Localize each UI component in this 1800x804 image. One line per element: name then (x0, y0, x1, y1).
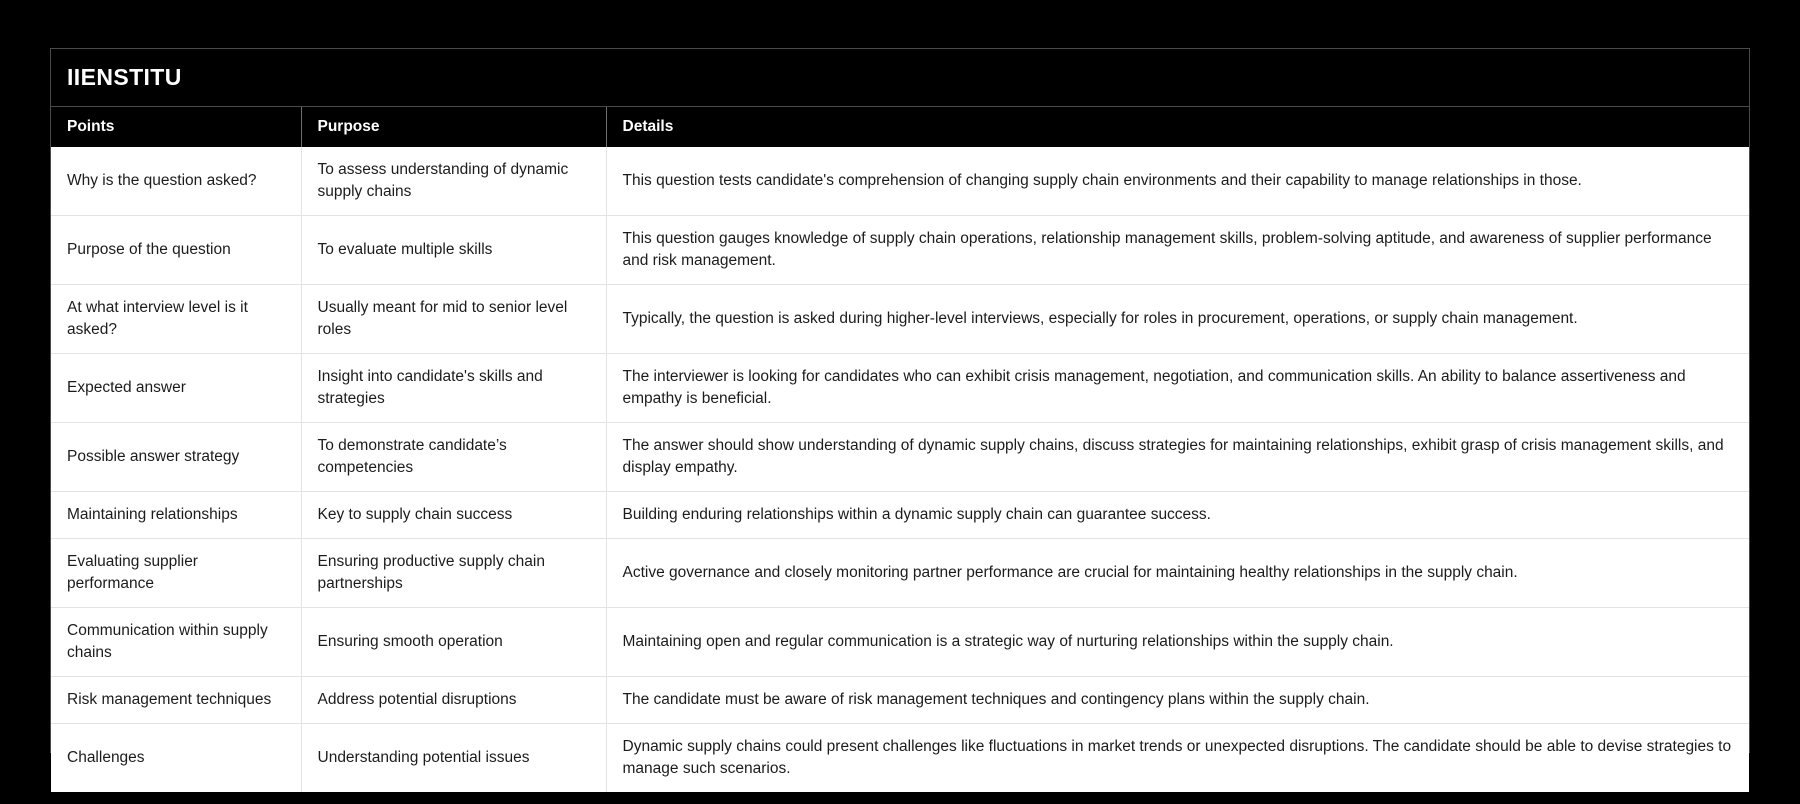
table-cell-points: Purpose of the question (51, 216, 301, 285)
table-cell-details: The candidate must be aware of risk management techniques and contingency plans within the supply chain. (606, 677, 1749, 724)
table-cell-details: This question tests candidate's comprehension of changing supply chain environments and their capability to manage relationships in those. (606, 147, 1749, 216)
table-row (51, 724, 1749, 793)
table-cell-purpose: Usually meant for mid to senior level roles (301, 285, 606, 354)
table-cell-points: Why is the question asked? (51, 147, 301, 216)
table-cell-details: Active governance and closely monitoring partner performance are crucial for maintaining healthy relationships in the supply chain. (606, 539, 1749, 608)
table-cell-details: This question gauges knowledge of supply chain operations, relationship management skills, problem-solving aptitude, and awareness of supplier performance and risk management. (606, 216, 1749, 285)
table-cell-details: The answer should show understanding of dynamic supply chains, discuss strategies for maintaining relationships, exhibit grasp of crisis management skills, and display empathy. (606, 423, 1749, 492)
table-row (51, 285, 1749, 354)
table-cell-details: Building enduring relationships within a dynamic supply chain can guarantee success. (606, 492, 1749, 539)
table-cell-purpose: Ensuring productive supply chain partnerships (301, 539, 606, 608)
table-cell-details: Typically, the question is asked during higher-level interviews, especially for roles in procurement, operations, or supply chain management. (606, 285, 1749, 354)
table-cell-details: The interviewer is looking for candidates who can exhibit crisis management, negotiation, and communication skills. An ability to balance assertiveness and empathy is beneficial. (606, 354, 1749, 423)
table-row (51, 608, 1749, 677)
table-cell-points: Communication within supply chains (51, 608, 301, 677)
column-header-purpose: Purpose (301, 107, 606, 147)
table-cell-purpose: Understanding potential issues (301, 724, 606, 793)
column-header-details: Details (606, 107, 1749, 147)
table-header (51, 107, 1749, 147)
table-header-row (51, 107, 1749, 147)
brand-bar (51, 49, 1749, 107)
table-cell-points: Maintaining relationships (51, 492, 301, 539)
table-cell-purpose: Address potential disruptions (301, 677, 606, 724)
table-cell-purpose: To demonstrate candidate’s competencies (301, 423, 606, 492)
info-table-card (50, 48, 1750, 777)
comparison-table (51, 107, 1749, 792)
table-cell-points: Risk management techniques (51, 677, 301, 724)
brand-title: IIENSTITU (67, 64, 182, 90)
table-body (51, 147, 1749, 792)
table-row (51, 423, 1749, 492)
table-row (51, 147, 1749, 216)
table-cell-purpose: To evaluate multiple skills (301, 216, 606, 285)
table-row (51, 539, 1749, 608)
column-header-points: Points (51, 107, 301, 147)
table-row (51, 354, 1749, 423)
table-cell-purpose: To assess understanding of dynamic supply chains (301, 147, 606, 216)
table-cell-purpose: Key to supply chain success (301, 492, 606, 539)
table-cell-points: Challenges (51, 724, 301, 793)
table-cell-purpose: Ensuring smooth operation (301, 608, 606, 677)
table-cell-points: At what interview level is it asked? (51, 285, 301, 354)
table-row (51, 216, 1749, 285)
table-row (51, 677, 1749, 724)
table-cell-points: Expected answer (51, 354, 301, 423)
table-cell-details: Maintaining open and regular communication is a strategic way of nurturing relationships within the supply chain. (606, 608, 1749, 677)
table-cell-purpose: Insight into candidate's skills and strategies (301, 354, 606, 423)
table-cell-points: Possible answer strategy (51, 423, 301, 492)
table-row (51, 492, 1749, 539)
table-cell-points: Evaluating supplier performance (51, 539, 301, 608)
table-cell-details: Dynamic supply chains could present challenges like fluctuations in market trends or unexpected disruptions. The candidate should be able to devise strategies to manage such scenarios. (606, 724, 1749, 793)
